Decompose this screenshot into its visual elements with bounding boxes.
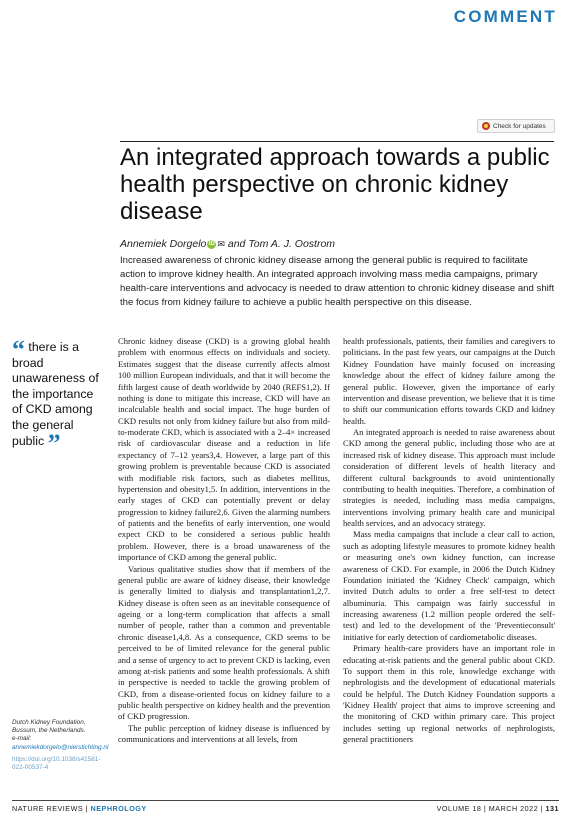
page-number: 131 [545, 804, 559, 813]
article-title: An integrated approach towards a public health perspective on chronic kidney disease [120, 144, 550, 225]
body-paragraph: Chronic kidney disease (CKD) is a growing global health problem with enormous effects on individuals and society. Estimates suggest that the disease currently affects almost 100 million European individuals, and that it will become the fifth largest cause of death worldwide by 2040 (REFS1,2). If nothing is done to mitigate this increase, CKD will have an incalculable health and social impact. The huge burden of CKD results not only from kidney failure but also from mild-to-moderate CKD, which is associated with a 2–4× increased risk of cardiovascular disease and a reduction in life expectancy of 7–12 years3,4. However, a large part of this growing problem is preventable because CKD is associated with modifiable risk factors, such as diabetes mellitus, hypertension and obesity1,5. In addition, interventions in the early stages of CKD can potentially prevent or delay progression to kidney failure2,6. Given the alarming numbers of patients and the benefits of early intervention, one would expect CKD to be considered a serious public health problem. However, there is a broad unawareness of the importance of CKD among the general public. [118, 336, 330, 563]
author-name: Tom A. J. Oostrom [248, 238, 336, 250]
check-for-updates-label: Check for updates [493, 122, 546, 130]
journal-name: NEPHROLOGY [90, 804, 147, 813]
body-column-right [343, 336, 555, 746]
footer-separator: | [85, 804, 89, 813]
pull-quote [12, 335, 102, 458]
body-paragraph: Primary health-care providers have an important role in educating at-risk patients and the general public about CKD. To support them in this role, knowledge exchange with nephrologists and the development of educational materials could be helpful. The Dutch Kidney Foundation supports a 'Kidney Health' project that aims to improve screening and the monitoring of CKD within primary care. This project includes setting up regional networks of nephrologists, general practitioners [343, 643, 555, 745]
footer-issue [437, 804, 559, 813]
body-paragraph: Various qualitative studies show that if members of the general public are aware of kidney disease, their knowledge is generally limited to dialysis and transplantation1,2,7. Kidney disease is often seen as an inevitable consequence of ageing or a long-term complication that affects a small number of people, rather than a common and preventable chronic disease1,4,8. As a consequence, CKD seems to be perceived to be of limited relevance for the general public and a sense of urgency to act to prevent CKD is lacking, even among at-risk patients and some health professionals. A shift in perspective is needed to tackle the growing problem of CKD, from a disease-oriented focus on kidney failure to a public health perspective on kidney health and the prevention of CKD progression. [118, 563, 330, 722]
footer-separator: | [540, 804, 543, 813]
standfirst: Increased awareness of chronic kidney disease among the general public is required to facilitate action to improve kidney health. An integrated approach involving mass media campaigns, primary health-care interventions and advocacy is needed to draw attention to chronic kidney disease and shift the focus from kidney failure to achieve a public health perspective on this disease. [120, 255, 555, 308]
pull-quote-text: there is a broad unawareness of the importance of CKD among the general public [12, 340, 99, 448]
title-divider [120, 141, 554, 142]
affiliation-text: Dutch Kidney Foundation, Bussum, the Netherlands. [12, 719, 86, 735]
orcid-icon[interactable]: iD [208, 240, 215, 247]
open-quote-icon: “ [12, 335, 25, 364]
issue-info: VOLUME 18 | MARCH 2022 [436, 804, 539, 813]
email-prefix: e-mail: [12, 735, 32, 743]
body-paragraph: health professionals, patients, their families and caregivers to politicians. In the past few years, our campaigns at the Dutch Kidney Foundation have mainly focused on increasing knowledge about the effect of kidney failure among the general public. However, given the importance of early intervention and disease prevention, we believe that it is time to shift our communication efforts towards CKD and kidney health. [343, 336, 555, 426]
publisher-name: NATURE REVIEWS [12, 804, 84, 813]
footer-divider [12, 800, 559, 801]
affiliation-block [12, 719, 107, 772]
email-link[interactable]: annemiekdorgelo@nierstichting.nl [12, 743, 109, 751]
body-paragraph: Mass media campaigns that include a clear call to action, such as adopting lifestyle measures to promote kidney health or measuring one's own kidney function, can increase awareness of CKD. For example, in 2006 the Dutch Kidney Foundation initiated the 'Kidney Check' campaign, which invited Dutch adults to order a free self-test to detect albuminuria. This campaign was fairly successful in increasing awareness (1.2 million people ordered the self-test) and led to the development of the 'Preventieconsult' initiative for early detection of cardiometabolic diseases. [343, 529, 555, 642]
close-quote-icon: ” [47, 428, 61, 458]
body-paragraph: An integrated approach is needed to raise awareness about CKD among the general public, including those who are at increased risk of kidney disease. This approach must include consideration of different levels of health literacy and different cultural backgrounds to avoid unintentionally contributing to health inequities. Therefore, a combination of strategies is needed, including mass media campaigns, interventions involving primary health care and municipal health services, and an advocacy strategy. [343, 427, 555, 528]
author-line [120, 238, 335, 250]
footer-journal [12, 804, 147, 813]
check-for-updates-button[interactable] [477, 119, 555, 133]
section-label: COMMENT [453, 7, 557, 26]
author-joiner: and [227, 238, 246, 250]
email-icon[interactable]: ✉ [217, 239, 225, 249]
body-paragraph: The public perception of kidney disease is influenced by communications and interventions at all levels, from [118, 722, 330, 745]
body-column-left [118, 336, 330, 746]
doi-link[interactable]: https://doi.org/10.1038/s41581-022-00537-4 [12, 755, 101, 772]
crossmark-icon [482, 122, 490, 130]
author-name: Annemiek Dorgelo [120, 238, 207, 250]
